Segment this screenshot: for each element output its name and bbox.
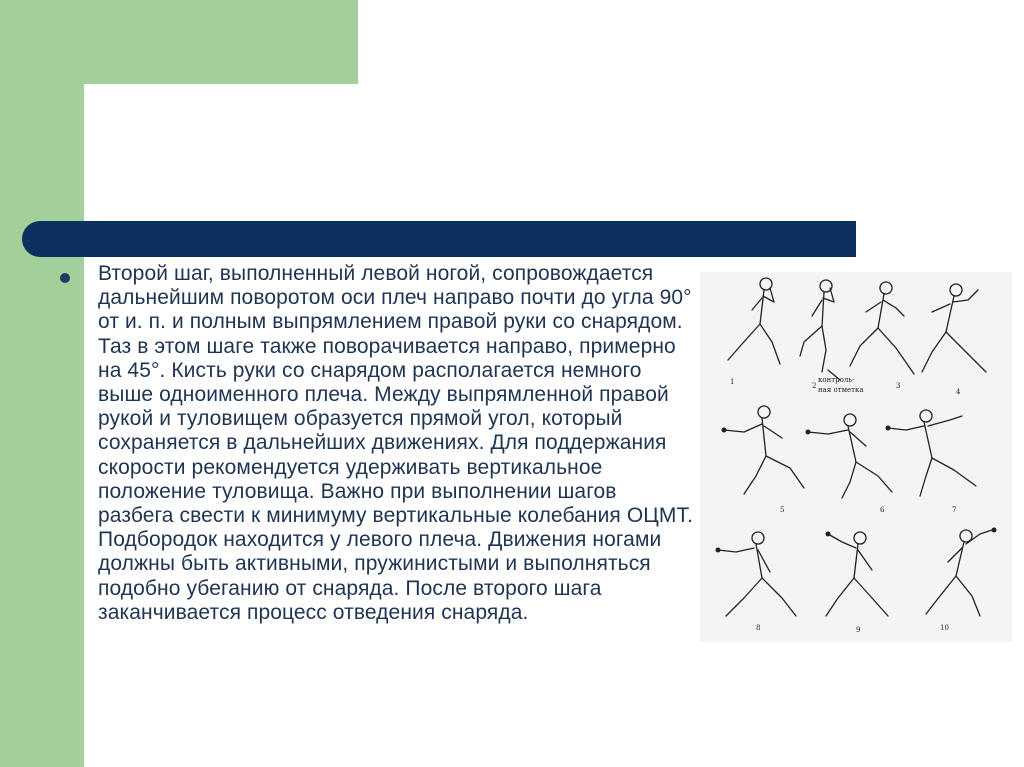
pose-label-1: 1 [730,378,735,386]
pose-label-5: 5 [780,506,785,514]
green-vertical-band [0,0,84,767]
pose-10 [926,530,992,616]
pose-7 [888,410,976,496]
control-mark-label-line1: контроль- [818,376,855,384]
pose-5 [724,406,804,494]
pose-label-8: 8 [756,624,761,632]
pose-label-3: 3 [896,382,901,390]
pose-label-7: 7 [952,506,957,514]
pose-6 [808,414,892,498]
pose-3 [850,282,914,374]
pose-label-6: 6 [880,506,885,514]
pose-label-2: 2 [812,382,817,390]
pose-9 [826,532,888,616]
pose-label-4: 4 [956,388,961,396]
bullet-icon [60,273,70,283]
technique-illustration [700,272,1012,642]
control-mark-label-line2: ная отметка [818,386,864,394]
pose-4 [922,284,986,372]
athlete-sequence-drawing [700,272,1012,642]
pose-label-9: 9 [856,626,861,634]
pose-1 [728,278,780,364]
title-bar [22,221,856,257]
pose-label-10: 10 [940,624,949,632]
pose-2 [800,280,834,372]
pose-8 [718,532,796,616]
green-top-band [0,0,358,84]
body-text: Второй шаг, выполненный левой ногой, сопровождается дальнейшим поворотом оси плеч направо почти до угла 90° от и. п. и полным выпрямлением правой руки со снарядом. Таз в этом шаге также поворачивается направо, примерно на 45°. Кисть руки со снарядом располагается немного выше одноименного плеча. Между выпрямленной правой рукой и туловищем образуется прямой угол, который сохраняется в дальнейших движениях. Для поддержания скорости рекомендуется удерживать вертикальное положение туловища. Важно при выполнении шагов разбега свести к минимуму вертикальные колебания ОЦМТ. Подбородок находится у левого плеча. Движения ногами должны быть активными, пружинистыми и выполняться подобно убеганию от снаряда. После второго шага заканчивается процесс отведения снаряда. [98,262,694,624]
